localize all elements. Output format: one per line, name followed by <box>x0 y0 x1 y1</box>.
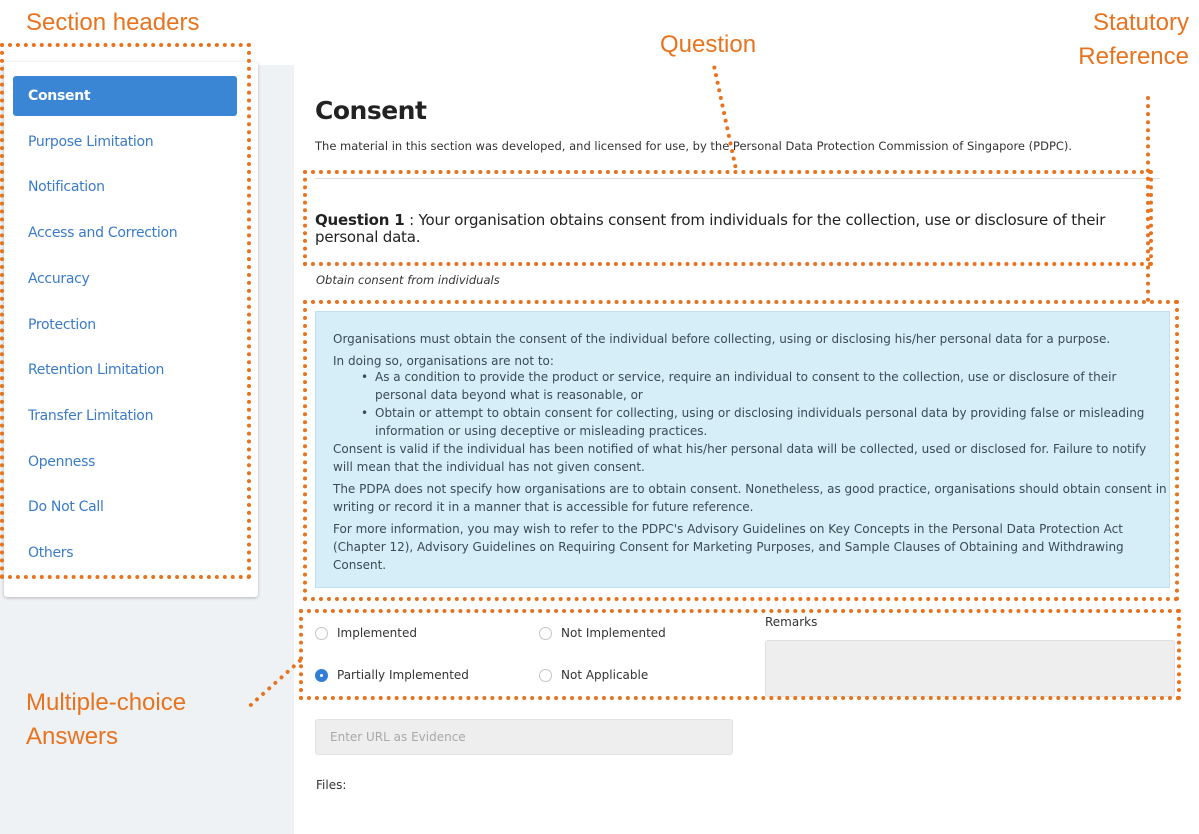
annotation-line: Reference <box>1078 43 1189 70</box>
reference-paragraph: The PDPA does not specify how organisations are to obtain consent. Nonetheless, as good practice, organisations should obtain consent in writing or record it in a manner that is accessible for future reference. <box>333 482 1167 514</box>
radio-label: Not Applicable <box>561 668 649 682</box>
radio-implemented[interactable] <box>315 626 417 640</box>
sidebar-item-others[interactable]: Others <box>28 545 74 561</box>
annotation-label-multiple-choice <box>26 686 186 754</box>
radio-label: Implemented <box>337 626 417 640</box>
section-intro: The material in this section was developed, and licensed for use, by the Personal Data Protection Commission of Singapore (PDPC). <box>315 139 1073 153</box>
reference-paragraph: Consent is valid if the individual has been notified of what his/her personal data will be collected, used or disclosed for. Failure to notify will mean that the individual has not given consent. <box>333 442 1147 474</box>
sidebar-item-retention-limitation[interactable]: Retention Limitation <box>28 362 165 378</box>
radio-label: Partially Implemented <box>337 668 469 682</box>
remarks-label: Remarks <box>765 615 818 629</box>
radio-circle-icon[interactable] <box>539 669 552 682</box>
files-label: Files: <box>316 778 347 792</box>
reference-paragraph: For more information, you may wish to refer to the PDPC's Advisory Guidelines on Key Concepts in the Personal Data Protection Act (Chapter 12), Advisory Guidelines on Requiring Consent for Marketing Purposes, and Sample Clauses of Obtaining and Withdrawing Consent. <box>333 522 1124 572</box>
sidebar-item-protection[interactable]: Protection <box>28 317 96 333</box>
divider <box>315 178 1160 179</box>
question-body: Your organisation obtains consent from individuals for the collection, use or disclosure of their personal data. <box>315 211 1106 246</box>
statutory-reference-panel <box>315 311 1170 588</box>
annotation-label-question: Question <box>660 31 757 58</box>
sidebar-item-accuracy[interactable]: Accuracy <box>28 271 90 287</box>
sidebar-item-purpose-limitation[interactable]: Purpose Limitation <box>28 134 154 150</box>
radio-not-implemented[interactable] <box>539 626 666 640</box>
radio-label: Not Implemented <box>561 626 666 640</box>
radio-selected-icon[interactable] <box>315 669 328 682</box>
question-separator: : <box>404 211 419 229</box>
reference-paragraph: Organisations must obtain the consent of the individual before collecting, using or disclosing his/her personal data for a purpose. <box>333 332 1111 346</box>
page-title: Consent <box>315 96 427 125</box>
sidebar-item-do-not-call[interactable]: Do Not Call <box>28 499 104 515</box>
radio-circle-icon[interactable] <box>539 627 552 640</box>
annotation-label-statutory-reference <box>1059 6 1189 74</box>
radio-circle-icon[interactable] <box>315 627 328 640</box>
reference-list <box>361 368 1169 440</box>
annotation-connector <box>1146 96 1150 302</box>
sidebar <box>4 62 258 597</box>
sidebar-item-access-and-correction[interactable]: Access and Correction <box>28 225 178 241</box>
sidebar-item-transfer-limitation[interactable]: Transfer Limitation <box>28 408 154 424</box>
question-number: Question 1 <box>315 211 405 229</box>
question-subtitle: Obtain consent from individuals <box>316 273 500 287</box>
question-text <box>315 212 1165 246</box>
reference-paragraph: In doing so, organisations are not to: <box>333 354 554 368</box>
annotation-label-section-headers: Section headers <box>26 9 200 36</box>
sidebar-item-notification[interactable]: Notification <box>28 179 105 195</box>
evidence-url-input[interactable]: Enter URL as Evidence <box>315 719 733 755</box>
radio-partially-implemented[interactable] <box>315 668 469 682</box>
sidebar-item-openness[interactable]: Openness <box>28 454 96 470</box>
radio-not-applicable[interactable] <box>539 668 648 682</box>
reference-bullet: • As a condition to provide the product or service, require an individual to consent to the collection, use or disclosure of their personal data beyond what is reasonable, or <box>361 368 1169 404</box>
sidebar-item-consent[interactable]: Consent <box>13 76 237 116</box>
annotation-connector <box>712 65 738 169</box>
reference-bullet: • Obtain or attempt to obtain consent for collecting, using or disclosing individuals personal data by providing false or misleading information or using deceptive or misleading practices. <box>361 404 1169 440</box>
annotation-line: Answers <box>26 723 119 750</box>
annotation-line: Multiple-choice <box>26 689 187 716</box>
annotation-line: Statutory <box>1092 9 1189 36</box>
remarks-textarea[interactable] <box>765 640 1175 697</box>
